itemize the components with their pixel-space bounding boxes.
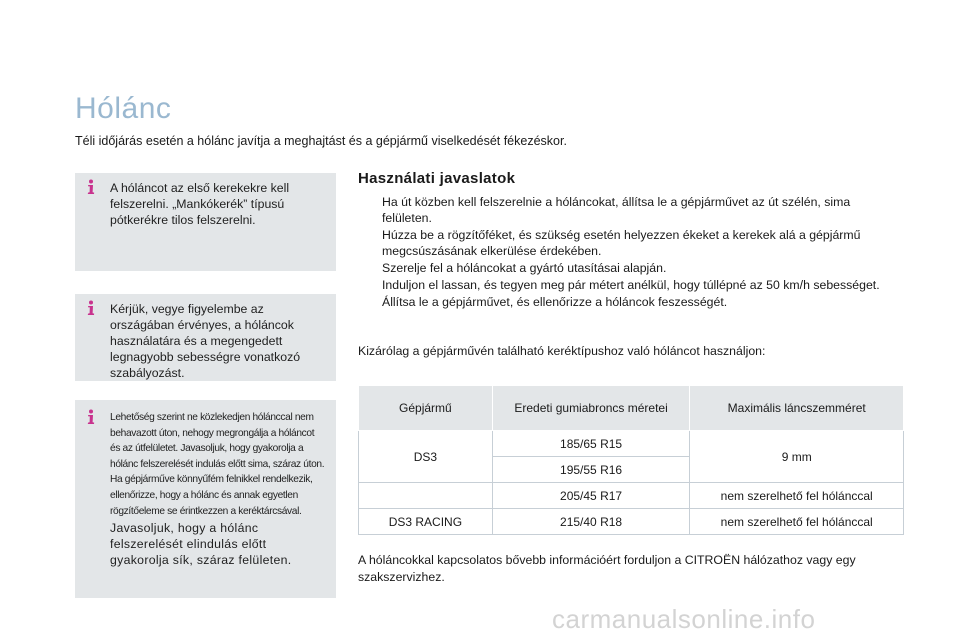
table-header: Maximális láncszemméret [690, 386, 904, 431]
tire-size-cell: 215/40 R18 [492, 509, 690, 535]
max-link-cell: nem szerelhető fel hólánccal [690, 509, 904, 535]
table-row [359, 431, 904, 457]
list-item: Ha út közben kell felszerelnie a hóláncokat, állítsa le a gépjárművet az út szélén, sima felületen. [382, 195, 851, 225]
table-lead-text: Kizárólag a gépjárművén található keréktípushoz való hóláncot használjon: [358, 344, 766, 358]
max-link-cell: nem szerelhető fel hólánccal [690, 483, 904, 509]
table-row [359, 483, 904, 509]
watermark: carmanualsonline.info [552, 604, 816, 634]
table-row [359, 509, 904, 535]
info-icon [84, 409, 98, 425]
note-text: A hóláncot az első kerekekre kell felszerelni. „Mankókerék” típusú pótkerékre tilos felszerelni. [110, 181, 290, 227]
list-item: Szerelje fel a hóláncokat a gyártó utasításai alapján. [382, 261, 667, 275]
tire-size-cell: 195/55 R16 [492, 457, 690, 483]
info-note-practice [75, 400, 336, 598]
table-header: Eredeti gumiabroncs méretei [492, 386, 690, 431]
table-header: Gépjármű [359, 386, 493, 431]
page-title: Hólánc [75, 92, 172, 125]
note-text-large: Javasoljuk, hogy a hólánc felszerelését elindulás előtt gyakorolja sík, száraz felületen. [110, 521, 292, 568]
info-icon [84, 300, 98, 316]
note-text-small: Lehetőség szerint ne közlekedjen hólánccal nem behavazott úton, nehogy megrongálja a hóláncot és az útfelületet. Javasoljuk, hogy gyakorolja a hólánc felszerelését indulás előtt sima, száraz úton. Ha gépjárműve könnyűfém felnikkel rendelkezik, ellenőrizze, hogy a hólánc és annak egyetlen rögzítőeleme se érintkezzen a keréktárcsával. [110, 412, 325, 517]
info-icon [84, 179, 98, 195]
snow-chain-table [358, 385, 904, 535]
section-title: Használati javaslatok [358, 170, 516, 187]
footer-text: A hóláncokkal kapcsolatos bővebb információért forduljon a CITROËN hálózathoz vagy egy szakszervizhez. [358, 553, 856, 584]
tire-size-cell: 185/65 R15 [492, 431, 690, 457]
vehicle-cell: DS3 [359, 431, 493, 483]
intro-text: Téli időjárás esetén a hólánc javítja a meghajtást és a gépjármű viselkedését fékezéskor. [75, 134, 567, 148]
tire-size-cell: 205/45 R17 [492, 483, 690, 509]
list-item: Állítsa le a gépjárművet, és ellenőrizze a hóláncok feszességét. [382, 295, 728, 309]
max-link-cell: 9 mm [690, 431, 904, 483]
list-item: Húzza be a rögzítőféket, és szükség esetén helyezzen ékeket a kerekek alá a gépjármű megcsúszásának elkerülése érdekében. [382, 228, 861, 258]
info-note-regulations [75, 294, 336, 381]
tips-list [358, 194, 898, 311]
note-text: Kérjük, vegye figyelembe az országában érvényes, a hóláncok használatára és a megengedett legnagyobb sebességre vonatkozó szabályozást. [110, 302, 301, 380]
list-item: Induljon el lassan, és tegyen meg pár métert anélkül, hogy túllépné az 50 km/h sebességet. [382, 278, 880, 292]
info-note-front-wheels [75, 173, 336, 271]
vehicle-cell: DS3 RACING [359, 509, 493, 535]
